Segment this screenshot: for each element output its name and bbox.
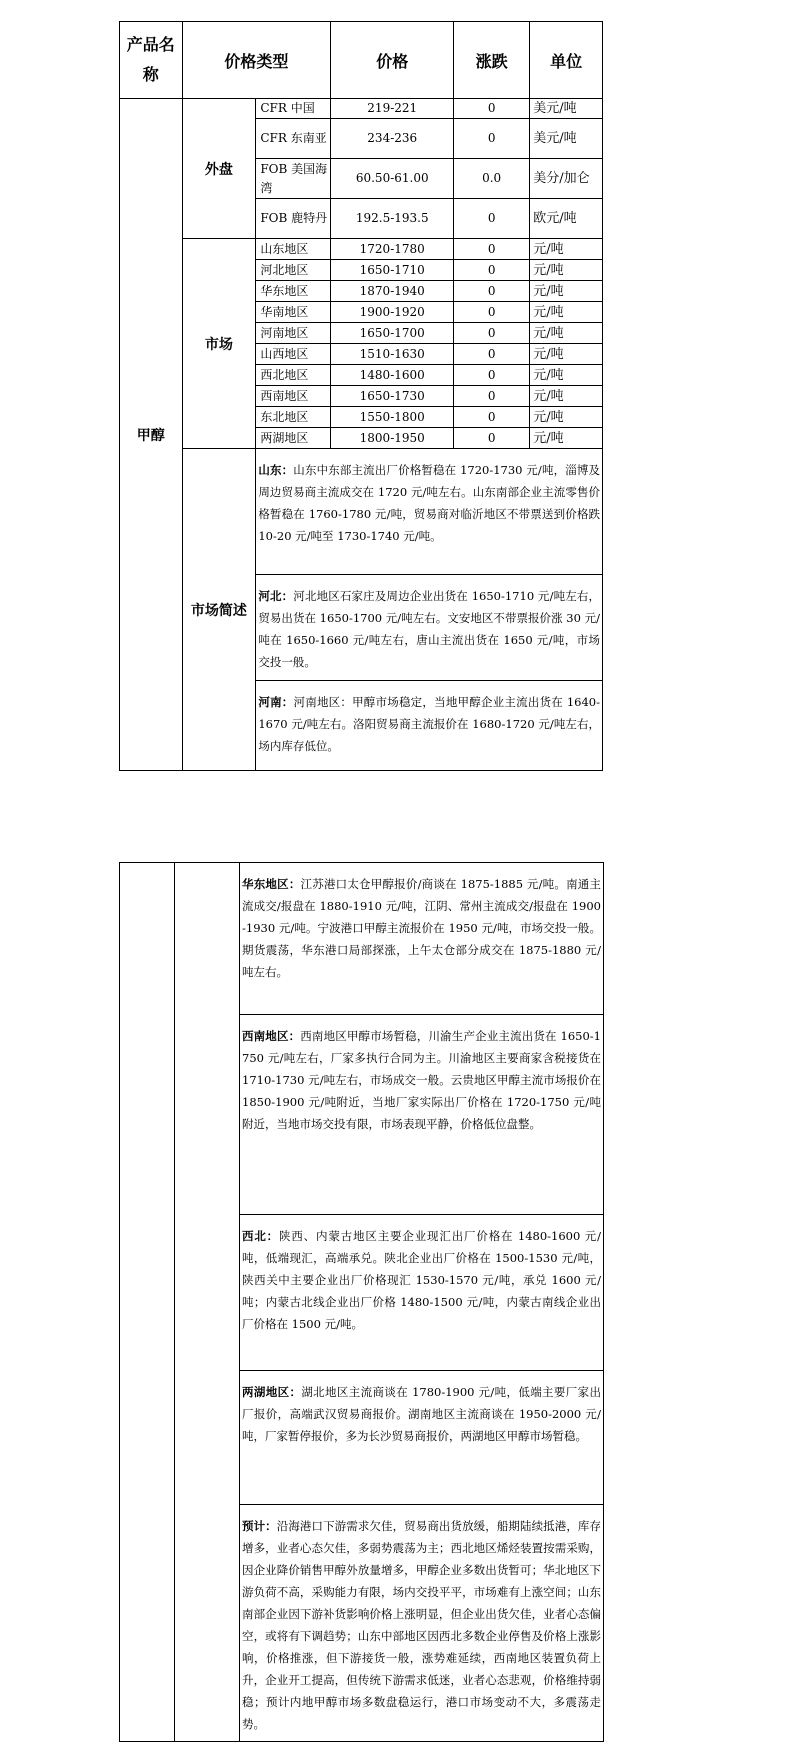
row-unit: 美元/吨: [530, 119, 603, 159]
row-price: 234-236: [331, 119, 454, 159]
row-type: CFR 中国: [256, 99, 331, 119]
row-unit: 元/吨: [530, 323, 603, 344]
summary-row: [120, 449, 603, 575]
summary-text: 江苏港口太仓甲醇报价/商谈在 1875-1885 元/吨。南通主流成交/报盘在 1880-1910 元/吨，江阴、常州主流成交/报盘在 1900-1930 元/吨。宁波港口甲醇主流报价在 1950 元/吨，市场交投一般。期货震荡，华东港口局部探涨，上午太仓部分成交在 1875-1880 元/吨左右。: [242, 877, 602, 979]
row-price: 60.50-61.00: [331, 159, 454, 199]
row-change: 0: [454, 323, 530, 344]
row-unit: 元/吨: [530, 260, 603, 281]
row-unit: 美元/吨: [530, 99, 603, 119]
header-unit: 单位: [530, 22, 603, 99]
row-type: 山东地区: [256, 239, 331, 260]
label-cell-continued: [175, 863, 240, 1742]
row-type: 两湖地区: [256, 428, 331, 449]
row-price: 192.5-193.5: [331, 199, 454, 239]
summary-region: 预计：: [242, 1519, 277, 1533]
row-type: FOB 美国海湾: [256, 159, 331, 199]
row-type: 华东地区: [256, 281, 331, 302]
row-price: 1720-1780: [331, 239, 454, 260]
row-type: 河北地区: [256, 260, 331, 281]
header-price-type: 价格类型: [182, 22, 331, 99]
row-unit: 元/吨: [530, 302, 603, 323]
summary-region: 山东：: [258, 463, 294, 477]
summary-text: 河南地区：甲醇市场稳定，当地甲醇企业主流出货在 1640-1670 元/吨左右。洛阳贸易商主流报价在 1680-1720 元/吨左右，场内库存低位。: [258, 695, 601, 753]
summary-region: 河北：: [258, 589, 294, 603]
row-price: 219-221: [331, 99, 454, 119]
row-change: 0: [454, 386, 530, 407]
summary-text: 河北地区石家庄及周边企业出货在 1650-1710 元/吨左右，贸易出货在 1650-1700 元/吨左右。文安地区不带票报价涨 30 元/吨在 1650-1660 元/吨左右，唐山主流出货在 1650 元/吨，市场交投一般。: [258, 589, 601, 669]
header-row: [120, 22, 603, 99]
row-price: 1650-1700: [331, 323, 454, 344]
summary-text: 沿海港口下游需求欠佳，贸易商出货放缓，船期陆续抵港，库存增多，业者心态欠佳，多弱势震荡为主；西北地区烯烃装置按需采购，因企业降价销售甲醇外放量增多，甲醇企业多数出货暂可；华北地区下游负荷不高，采购能力有限，场内交投平平，市场难有上涨空间；山东南部企业因下游补货影响价格上涨明显，但企业出货欠佳，业者心态偏空，或将有下调趋势；山东中部地区因西北多数企业停售及价格上涨影响，价格推涨，但下游接货一般，涨势难延续，西南地区装置负荷上升，企业开工提高，但传统下游需求低迷，业者心态悲观，价格维持弱稳；预计内地甲醇市场多数盘稳运行，港口市场变动不大，多震荡走势。: [242, 1519, 601, 1731]
row-unit: 元/吨: [530, 407, 603, 428]
price-table: [119, 21, 603, 771]
row-change: 0: [454, 344, 530, 365]
summary-entry: [240, 1015, 604, 1215]
row-price: 1480-1600: [331, 365, 454, 386]
summary-region: 西北：: [242, 1229, 280, 1243]
row-unit: 元/吨: [530, 428, 603, 449]
market-label: 市场: [182, 239, 256, 449]
row-unit: 元/吨: [530, 344, 603, 365]
row-price: 1650-1730: [331, 386, 454, 407]
row-type: 山西地区: [256, 344, 331, 365]
row-change: 0: [454, 199, 530, 239]
row-type: CFR 东南亚: [256, 119, 331, 159]
summary-text: 湖北地区主流商谈在 1780-1900 元/吨，低端主要厂家出厂报价，高端武汉贸易商报价。湖南地区主流商谈在 1950-2000 元/吨，厂家暂停报价，多为长沙贸易商报价，两湖地区甲醇市场暂稳。: [242, 1385, 601, 1443]
row-change: 0: [454, 428, 530, 449]
header-product: 产品名称: [120, 22, 183, 99]
summary-continued-table: [119, 862, 604, 1742]
row-price: 1510-1630: [331, 344, 454, 365]
summary-row: [120, 863, 604, 1015]
summary-region: 华东地区：: [242, 877, 301, 891]
row-type: 河南地区: [256, 323, 331, 344]
row-change: 0: [454, 407, 530, 428]
header-price: 价格: [331, 22, 454, 99]
summary-entry: [240, 863, 604, 1015]
row-change: 0: [454, 239, 530, 260]
table-row: [120, 99, 603, 119]
row-change: 0: [454, 281, 530, 302]
summary-region: 两湖地区：: [242, 1385, 302, 1399]
row-price: 1800-1950: [331, 428, 454, 449]
row-change: 0: [454, 99, 530, 119]
summary-label: 市场简述: [182, 449, 256, 771]
summary-region: 河南：: [258, 695, 294, 709]
row-change: 0: [454, 365, 530, 386]
row-unit: 元/吨: [530, 386, 603, 407]
row-type: 东北地区: [256, 407, 331, 428]
product-cell-continued: [120, 863, 175, 1742]
summary-entry: [240, 1505, 604, 1742]
row-price: 1650-1710: [331, 260, 454, 281]
row-type: FOB 鹿特丹: [256, 199, 331, 239]
row-change: 0: [454, 119, 530, 159]
row-unit: 元/吨: [530, 365, 603, 386]
summary-entry: [256, 449, 603, 575]
row-type: 西北地区: [256, 365, 331, 386]
summary-entry: [240, 1215, 604, 1371]
row-change: 0: [454, 302, 530, 323]
row-price: 1550-1800: [331, 407, 454, 428]
header-change: 涨跌: [454, 22, 530, 99]
row-unit: 欧元/吨: [530, 199, 603, 239]
summary-text: 西南地区甲醇市场暂稳，川渝生产企业主流出货在 1650-1750 元/吨左右，厂家多执行合同为主。川渝地区主要商家含税接货在 1710-1730 元/吨左右，市场成交一般。云贵地区甲醇主流市场报价在 1850-1900 元/吨附近，当地厂家实际出厂价格在 1720-1750 元/吨附近，当地市场交投有限，市场表现平静，价格低位盘整。: [242, 1029, 601, 1131]
table-row: [120, 239, 603, 260]
summary-entry: [256, 681, 603, 771]
product-name: 甲醇: [120, 99, 183, 771]
row-change: 0.0: [454, 159, 530, 199]
summary-text: 陕西、内蒙古地区主要企业现汇出厂价格在 1480-1600 元/吨，低端现汇，高端承兑。陕北企业出厂价格在 1500-1530 元/吨，陕西关中主要企业出厂价格现汇 1530-1570 元/吨，承兑 1600 元/吨；内蒙古北线企业出厂价格 1480-1500 元/吨，内蒙古南线企业出厂价格在 1500 元/吨。: [242, 1229, 602, 1331]
row-unit: 元/吨: [530, 281, 603, 302]
row-unit: 美分/加仑: [530, 159, 603, 199]
row-change: 0: [454, 260, 530, 281]
row-type: 西南地区: [256, 386, 331, 407]
summary-text: 山东中东部主流出厂价格暂稳在 1720-1730 元/吨，淄博及周边贸易商主流成交在 1720 元/吨左右。山东南部企业主流零售价格暂稳在 1760-1780 元/吨，贸易商对临沂地区不带票送到价格跌 10-20 元/吨至 1730-1740 元/吨。: [258, 463, 601, 543]
overseas-label: 外盘: [182, 99, 256, 239]
row-unit: 元/吨: [530, 239, 603, 260]
row-price: 1900-1920: [331, 302, 454, 323]
row-type: 华南地区: [256, 302, 331, 323]
summary-entry: [256, 575, 603, 681]
row-price: 1870-1940: [331, 281, 454, 302]
summary-entry: [240, 1371, 604, 1505]
summary-region: 西南地区：: [242, 1029, 301, 1043]
